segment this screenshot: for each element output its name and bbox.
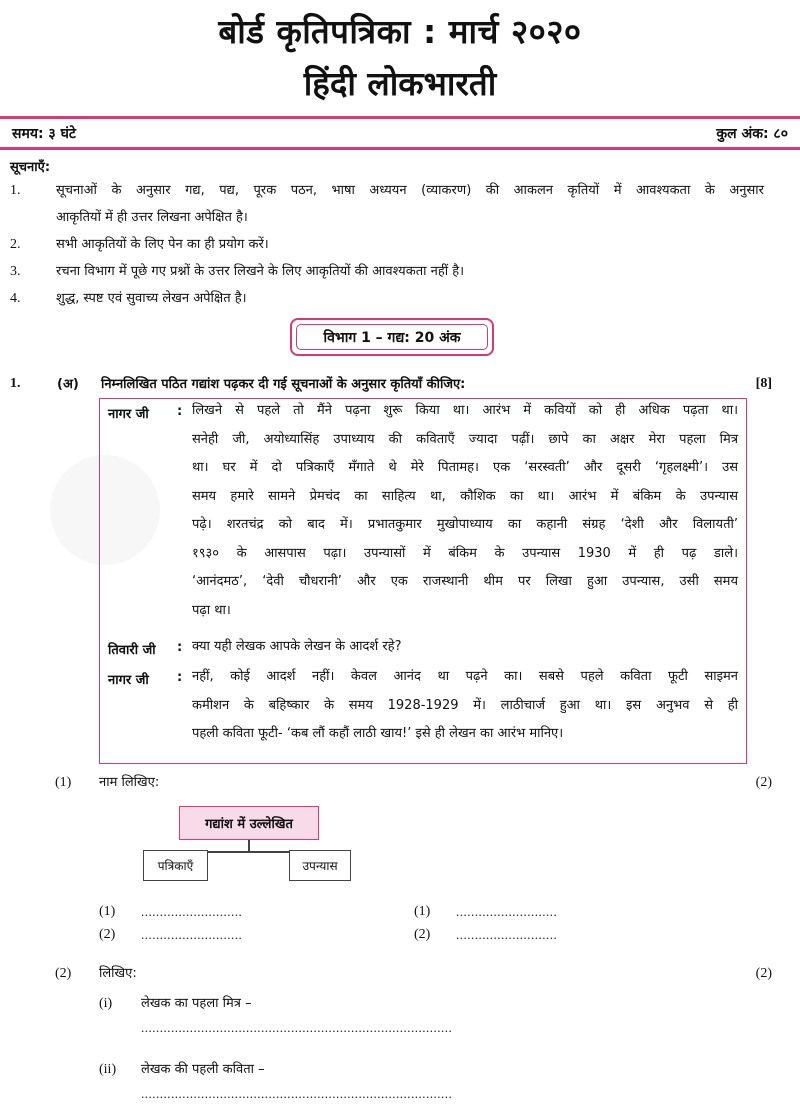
- answer-blank[interactable]: ...................................................................................: [141, 1020, 453, 1035]
- speaker-separator: :: [177, 670, 183, 685]
- diagram-left-box: पत्रिकाएँ: [143, 850, 208, 881]
- answer-blank[interactable]: ...........................: [141, 904, 243, 919]
- dialogue-line: सनेही जी, अयोध्यासिंह उपाध्याय की कविताएँ ज्यादा पढ़ीं। छापे का अक्षर मेरा पहला मित्र: [192, 431, 738, 447]
- dialogue-line: ‘आनंदमठ’, ‘देवी चौधरानी’ और एक राजस्थानी थीम पर लिखा हुआ उपन्यास, उसी समय: [192, 574, 738, 589]
- dialogue-line: क्या यही लेखक आपके लेखन के आदर्श रहे?: [192, 639, 402, 654]
- dialogue-line: लिखने से पहले तो मैंने पढ़ना शुरू किया था। आरंभ में कवियों को ही अधिक पढ़ता था।: [192, 403, 738, 418]
- subquestion-text: नाम लिखिए:: [99, 775, 160, 790]
- dialogue-line: पढ़े। शरतचंद्र को बाद में। प्रभातकुमार मुखोपाध्याय का कहानी संग्रह ‘देशी और विलायती’: [192, 517, 738, 532]
- item-text: लेखक का पहला मित्र –: [141, 996, 252, 1011]
- header-bottom-rule: [0, 147, 800, 150]
- answer-blank[interactable]: ...................................................................................: [141, 1086, 453, 1101]
- dialogue-line: १९३० के आसपास पढ़ा। उपन्यासों में बंकिम के उपन्यास 1930 में ही पढ़ डाले।: [192, 545, 738, 561]
- answer-number: (2): [414, 927, 431, 942]
- dialogue-line: पहली कविता फूटी- ‘कब लौं कहौं लाठी खाय!’ इसे ही लेखन का आरंभ मानिए।: [192, 726, 564, 741]
- speaker-name: नागर जी: [108, 407, 149, 422]
- instructions-heading: सूचनाएँ:: [10, 160, 51, 175]
- subquestion-number: (2): [55, 966, 72, 981]
- instruction-text: रचना विभाग में पूछे गए प्रश्नों के उत्तर लिखने के लिए आकृतियों की आवश्यकता नहीं है।: [56, 264, 465, 279]
- instruction-number: 4.: [10, 291, 21, 306]
- speaker-dialogue: [192, 663, 738, 749]
- instruction-number: 2.: [10, 237, 21, 252]
- answer-blank[interactable]: ...........................: [456, 904, 558, 919]
- dialogue-line: पढ़ा था।: [192, 602, 231, 618]
- names-diagram: [140, 800, 360, 885]
- question-marks: [8]: [755, 376, 772, 391]
- answer-number: (2): [99, 927, 116, 942]
- instruction-text: सूचनाओं के अनुसार गद्य, पद्य, पूरक पठन, भाषा अध्ययन (व्याकरण) की आकलन कृतियों में आवश्यकता के अनुसार: [56, 183, 764, 198]
- section-heading: विभाग 1 – गद्य: 20 अंक: [296, 324, 488, 350]
- time-label: समय: ३ घंटे: [12, 126, 76, 142]
- instruction-text: शुद्ध, स्पष्ट एवं सुवाच्य लेखन अपेक्षित है।: [56, 291, 247, 306]
- answer-number: (1): [414, 904, 431, 919]
- speaker-name: नागर जी: [108, 673, 149, 688]
- subquestion-marks: (2): [755, 966, 772, 981]
- question-number: 1.: [10, 376, 21, 391]
- item-number: (i): [99, 996, 113, 1011]
- dialogue-line: नहीं, कोई आदर्श नहीं। केवल आनंद था पढ़ने का। सबसे पहले कविता फूटी साइमन: [192, 669, 738, 684]
- question-prompt: निम्नलिखित पठित गद्यांश पढ़कर दी गई सूचनाओं के अनुसार कृतियाँ कीजिए:: [101, 377, 466, 392]
- question-part: (अ): [57, 377, 79, 392]
- instruction-text: आकृतियों में ही उत्तर लिखना अपेक्षित है।: [56, 210, 248, 225]
- instruction-number: 3.: [10, 264, 21, 279]
- section-heading-box: [290, 318, 494, 356]
- speaker-separator: :: [177, 404, 183, 419]
- total-marks-label: कुल अंक: ८०: [716, 126, 788, 142]
- subquestion-text: लिखिए:: [99, 966, 137, 981]
- instruction-text: सभी आकृतियों के लिए पेन का ही प्रयोग करें।: [56, 237, 269, 252]
- answer-blank[interactable]: ...........................: [456, 927, 558, 942]
- instruction-number: 1.: [10, 183, 21, 198]
- dialogue-line: था। घर में दो पत्रिकाएँ मँगाते थे मेरे पितामह। एक ‘सरस्वती’ और दूसरी ‘गृहलक्ष्मी’। उस: [192, 460, 738, 475]
- subquestion-marks: (2): [755, 775, 772, 790]
- speaker-dialogue: [192, 397, 738, 625]
- dialogue-line: समय हमारे सामने प्रेमचंद का साहित्य था, कौशिक का था। आरंभ में बंकिम के उपन्यास: [192, 488, 738, 504]
- page-title: बोर्ड कृतिपत्रिका : मार्च २०२०: [218, 12, 582, 51]
- item-text: लेखक की पहली कविता –: [141, 1062, 265, 1077]
- diagram-head-box: गद्यांश में उल्लेखित: [179, 806, 319, 840]
- speaker-dialogue: [192, 633, 738, 662]
- page-subtitle: हिंदी लोकभारती: [303, 64, 497, 103]
- diagram-right-box: उपन्यास: [289, 850, 351, 881]
- diagram-connector: [248, 840, 250, 851]
- speaker-separator: :: [177, 640, 183, 655]
- answer-number: (1): [99, 904, 116, 919]
- speaker-name: तिवारी जी: [108, 643, 156, 658]
- subquestion-number: (1): [55, 775, 72, 790]
- answer-blank[interactable]: ...........................: [141, 927, 243, 942]
- dialogue-line: कमीशन के बहिष्कार के समय 1928-1929 में। लाठीचार्ज हुआ था। इस अनुभव से ही: [192, 697, 738, 713]
- header-top-rule: [0, 116, 800, 119]
- item-number: (ii): [99, 1062, 117, 1077]
